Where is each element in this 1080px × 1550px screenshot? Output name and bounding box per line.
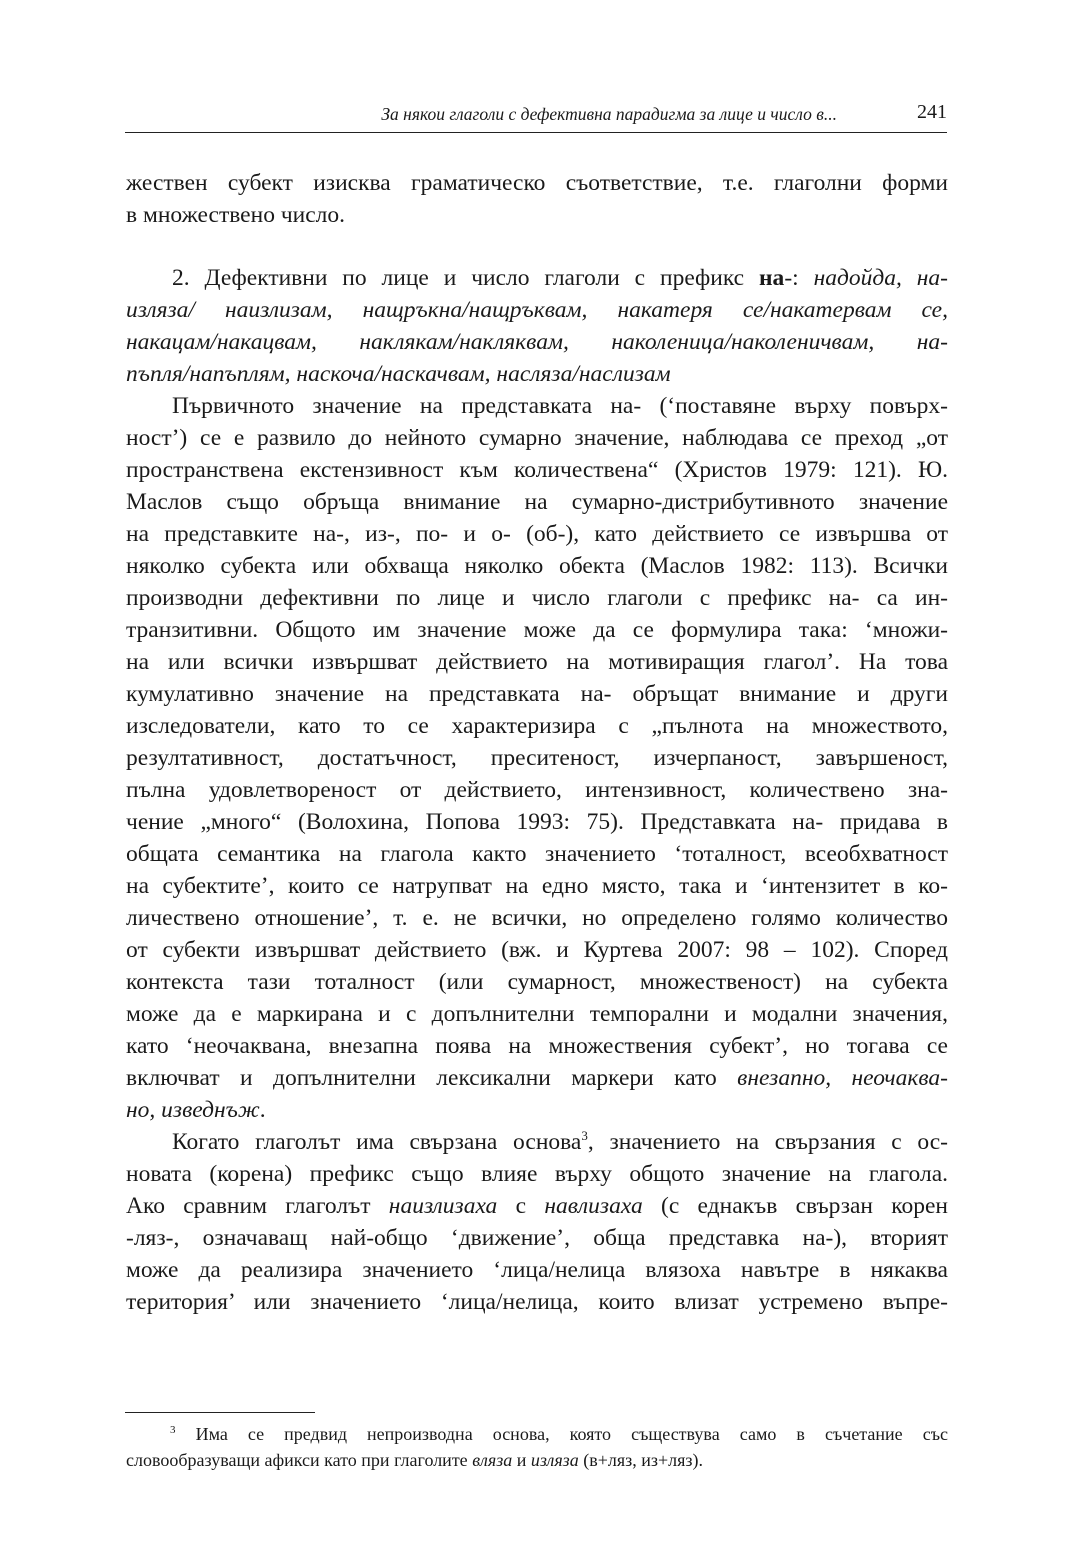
text-line: Първичното значение на представката на- (‘поставяне върху повърх- xyxy=(172,393,948,419)
text-run: с xyxy=(497,1193,545,1219)
example-verbs: надойда, на- xyxy=(813,265,948,291)
body-paragraph-1 xyxy=(126,390,948,1126)
text-run: Когато глаголът има свързана основа xyxy=(172,1129,582,1155)
text-line: на представките на-, из-, по- и о- (об-), като действието се извършва от xyxy=(126,521,948,547)
text-line xyxy=(126,262,948,294)
text-line: контекста тази тоталност (или сумарност, множественост) на субекта xyxy=(126,969,948,995)
text-line: чение „много“ (Волохина, Попова 1993: 75). Представката на- придава в xyxy=(126,809,948,835)
text-line: в множествено число. xyxy=(126,202,345,228)
text-line: общата семантика на глагола както значението ‘тоталност, всеобхватност xyxy=(126,841,948,867)
text-run: . xyxy=(259,1097,266,1123)
text-line: кумулативно значение на представката на- обръщат внимание и други xyxy=(126,681,948,707)
text-line xyxy=(126,1094,948,1126)
italic-run: навлизаха xyxy=(544,1193,643,1219)
text-run: 2. Дефективни по лице и число глаголи с префикс xyxy=(172,265,760,291)
text-line: -ляз-, означаващ най-общо ‘движение’, обща представка на-), вторият xyxy=(126,1225,948,1251)
text-line: транзитивни. Общото им значение може да се формулира така: ‘множи- xyxy=(126,617,948,643)
text-run: Има се предвид непроизводна основа, която съществува само в съчетание със xyxy=(175,1424,948,1444)
body-paragraph-2 xyxy=(126,1126,948,1318)
text-line: личествено отношение’, т. е. не всички, но определено голямо количество xyxy=(126,905,948,931)
text-line: територия’ или значението ‘лица/нелица, които влизат устремено въпре- xyxy=(126,1289,948,1315)
footnote-divider xyxy=(125,1412,315,1413)
text-line: изследователи, като то се характеризира с „пълнота на множеството, xyxy=(126,713,948,739)
italic-run: вляза xyxy=(472,1450,513,1470)
text-run: , значението на свързания с ос- xyxy=(587,1129,948,1155)
section-2-paragraph xyxy=(126,262,948,390)
text-line xyxy=(126,1190,948,1222)
italic-run: наизлизаха xyxy=(388,1193,498,1219)
text-line: накацам/накацвам, наклякам/накляквам, наколеница/наколеничвам, на- xyxy=(126,329,948,355)
text-run: (в+ляз, из+ляз). xyxy=(578,1450,703,1470)
italic-run: внезапно, неочаква- xyxy=(737,1065,949,1091)
text-line: може да реализира значението ‘лица/нелица влязоха навътре в някаква xyxy=(126,1257,948,1283)
text-line: пъпля/напъплям, наскоча/наскачвам, насляза/наслизам xyxy=(126,361,671,387)
text-line: изляза/ наизлизам, нащръкна/нащръквам, накатеря се/накатервам се, xyxy=(126,297,948,323)
prefix-bold: на xyxy=(759,265,785,291)
text-line: като ‘неочаквана, внезапна поява на множествения субект’, но тогава се xyxy=(126,1033,948,1059)
text-run: Ако сравним глаголът xyxy=(126,1193,389,1219)
page-number: 241 xyxy=(917,101,947,123)
text-line: Маслов също обръща внимание на сумарно-дистрибутивното значение xyxy=(126,489,948,515)
footnote-marker: 3 xyxy=(170,1424,176,1436)
text-line: пространствена екстензивност към количествена“ (Христов 1979: 121). Ю. xyxy=(126,457,948,483)
text-line: няколко субекта или обхваща няколко обекта (Маслов 1982: 113). Всички xyxy=(126,553,948,579)
footnote-line xyxy=(126,1421,948,1447)
italic-run: но, изведнъж xyxy=(126,1097,260,1123)
footnote-line xyxy=(126,1447,948,1473)
footnote xyxy=(126,1421,948,1473)
text-line: от субекти извършват действието (вж. и Куртева 2007: 98 – 102). Според xyxy=(126,937,948,963)
italic-run: изляза xyxy=(530,1450,579,1470)
text-run: (с еднакъв свързан корен xyxy=(642,1193,949,1219)
text-run: и xyxy=(512,1450,531,1470)
text-line: ност’) се е развило до нейното сумарно значение, наблюдава се преход „от xyxy=(126,425,948,451)
text-line: на субектите’, които се натрупват на едно място, така и ‘интензитет в ко- xyxy=(126,873,948,899)
running-title: За някои глаголи с дефективна парадигма за лице и число в... xyxy=(381,104,837,124)
text-run: включват и допълнителни лексикални маркери като xyxy=(126,1065,738,1091)
text-run: -: xyxy=(784,265,814,291)
text-line: жествен субект изисква граматическо съответствие, т.е. глаголни форми xyxy=(126,170,948,196)
text-line xyxy=(126,1126,948,1158)
footnote-ref[interactable]: 3 xyxy=(581,1128,588,1144)
text-line: новата (корена) префикс също влияе върху общото значение на глагола. xyxy=(126,1161,948,1187)
text-line: може да е маркирана и с допълнителни темпорални и модални значения, xyxy=(126,1001,948,1027)
text-line: пълна удовлетвореност от действието, интензивност, количествено зна- xyxy=(126,777,948,803)
text-line: резултативност, достатъчност, преситеност, изчерпаност, завършеност, xyxy=(126,745,948,771)
text-line xyxy=(126,1062,948,1094)
text-run: словообразуващи афикси като при глаголите xyxy=(126,1450,473,1470)
paragraph-continuation xyxy=(126,167,948,231)
text-line: производни дефективни по лице и число глаголи с префикс на- са ин- xyxy=(126,585,948,611)
text-line: на или всички извършват действието на мотивиращия глагол’. На това xyxy=(126,649,948,675)
page-header xyxy=(125,98,947,133)
